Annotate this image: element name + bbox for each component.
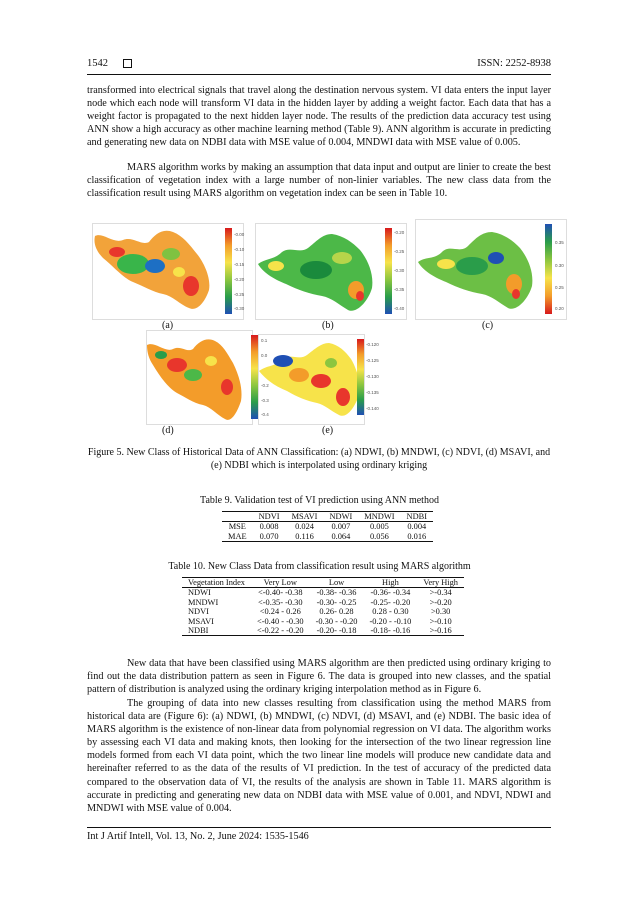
colorbar-tick: -0.130 [366, 374, 379, 379]
table10 [182, 577, 464, 636]
colorbar-tick: -0.30 [234, 306, 245, 311]
table-header-cell: Low [328, 578, 345, 587]
paragraph-ann-results: transformed into electrical signals that travel along the destination nervous system. VI data enters the input layer node which each node will transform VI data in the hidden layer by adding a weight factor. Each data that has a weight factor is propagated to the next hidden layer node. The results of the prediction data accuracy test using ANN show a high accuracy as other machine learning method (Table 9). ANN algorithm is accurate in predicting and generating new data on NDBI data with MSE value of 0.004, MNDWI data with MSE value of 0.005. [87, 85, 551, 149]
table-cell: 0.024 [295, 522, 314, 532]
footer-rule [87, 827, 551, 828]
table-cell: 0.005 [369, 522, 389, 532]
table-cell: NDWI [188, 588, 211, 598]
table-cell: -0.30- -0.25 [316, 597, 357, 607]
table-cell: >-0.20 [429, 597, 452, 607]
colorbar-tick: 0.25 [555, 285, 564, 290]
table-cell: 0.070 [259, 531, 279, 541]
table-row [182, 626, 464, 636]
figure5-label-a: (a) [162, 320, 174, 331]
figure5-label-c: (c) [482, 320, 494, 331]
table-cell: >-0.34 [429, 588, 452, 598]
colorbar-tick: -0.25 [394, 249, 405, 254]
figure5-colorbar-d [251, 335, 258, 419]
table-header-cell: MNDWI [364, 512, 395, 521]
colorbar-tick: 0.1 [261, 338, 268, 343]
colorbar-tick: 0.0 [261, 353, 268, 358]
table-header-row [182, 578, 464, 588]
table-cell: -0.36- -0.34 [370, 588, 411, 598]
table-cell: -0.25- -0.20 [370, 597, 411, 607]
table-cell: -0.20- -0.18 [316, 626, 357, 636]
table-cell: -0.18- -0.16 [370, 626, 411, 636]
table-row [182, 588, 464, 598]
colorbar-tick: -0.20 [234, 277, 245, 282]
table-cell: 0.056 [369, 531, 389, 541]
colorbar-tick: 0.35 [555, 240, 564, 245]
table-header-cell: Vegetation Index [188, 578, 245, 587]
table-row [222, 522, 433, 532]
table-cell: MAE [228, 531, 247, 541]
table-header-cell: NDWI [329, 512, 353, 521]
table-cell: <-0.22 - -0.20 [256, 626, 304, 636]
table-cell: 0.26- 0.28 [319, 607, 354, 617]
footer-citation: Int J Artif Intell, Vol. 13, No. 2, June 2024: 1535-1546 [87, 831, 309, 842]
table-cell: -0.30 - -0.20 [315, 616, 358, 626]
header-rule [87, 74, 551, 75]
table-header-cell: NDVI [258, 512, 280, 521]
table-cell: >-0.10 [429, 616, 452, 626]
table-cell: 0.064 [331, 531, 351, 541]
table10-caption: Table 10. New Class Data from classification result using MARS algorithm [168, 561, 471, 572]
figure5-map-d [146, 330, 253, 425]
colorbar-tick: -0.40 [394, 306, 405, 311]
table-header-cell: Very High [423, 578, 458, 587]
table-header-cell: MSAVI [291, 512, 318, 521]
table9-caption: Table 9. Validation test of VI prediction using ANN method [200, 495, 439, 506]
figure5-label-b: (b) [322, 320, 334, 331]
table-cell: NDVI [188, 607, 209, 617]
figure5-colorbar-a [225, 228, 232, 314]
table-header-row [222, 512, 433, 522]
table-cell: -0.38- -0.36 [316, 588, 357, 598]
table-cell: 0.116 [295, 531, 314, 541]
table-cell: <-0.35- -0.30 [258, 597, 303, 607]
table-cell: 0.016 [407, 531, 427, 541]
table-cell: MSE [228, 522, 246, 532]
page-number: 1542 [87, 58, 108, 69]
table-cell: >0.30 [430, 607, 451, 617]
table-cell: <-0.40- -0.38 [258, 588, 303, 598]
table-header-cell: Very Low [263, 578, 297, 587]
table-row [182, 607, 464, 616]
checkbox-square-icon [123, 59, 132, 68]
colorbar-tick: -0.30 [394, 268, 405, 273]
colorbar-tick: -0.3 [261, 398, 269, 403]
figure5-colorbar-e [357, 339, 364, 415]
table-cell: 0.004 [407, 522, 427, 532]
figure5-map-e [258, 334, 365, 425]
table-cell: 0.008 [259, 522, 279, 532]
colorbar-tick: -0.4 [261, 412, 269, 417]
colorbar-tick: -0.2 [261, 383, 269, 388]
table-row [182, 617, 464, 626]
colorbar-tick: -0.15 [234, 262, 245, 267]
figure5-map-a [92, 223, 244, 320]
issn: ISSN: 2252-8938 [477, 58, 551, 69]
table-cell: <-0.40 - -0.30 [256, 616, 304, 626]
paragraph-mars-grouping: The grouping of data into new classes resulting from classification using the method MARS from historical data are (Figure 6): (a) NDWI, (b) MNDWI, (c) NDVI, (d) MSAVI, and (e) NDBI. The basic idea of MARS algorithm is the existence of non-linear data from polynomial regression on VI data. The algorithm works by assessing each VI data and making knots, then looking for the intersection of the two linear regression line models formed from each VI data point, which the two linear line models will produce new candidate data and hereinafter referred to as the data of the results of VI prediction. In the test of accuracy of the predicted data compared to the observation data of VI, the results of the analysis are shown in Table 11. MARS algorithm is accurate in predicting and generating new data on NDBI data with MSE value of 0.001, and NDVI, NDWI and MNDWI with MSE value of 0.004. [87, 698, 551, 814]
paragraph-kriging: New data that have been classified using MARS algorithm are then predicted using ordinary kriging to find out the data distribution pattern as seen in Figure 6. The data is grouped into new classes, and the spatial pattern of distribution is analyzed using the ordinary kriging interpolation method as in Figure 6. [87, 658, 551, 696]
table-cell: MSAVI [188, 616, 214, 626]
table-row [182, 598, 464, 607]
paragraph-mars-intro: MARS algorithm works by making an assumption that data input and output are linier to create the best classification of vegetation index with a large number of non-linier variables. The new class data from the classification result using MARS algorithm on vegetation index can be seen in Table 10. [87, 162, 551, 200]
colorbar-tick: -0.125 [366, 358, 379, 363]
colorbar-tick: -0.00 [234, 232, 245, 237]
table-cell: 0.007 [331, 522, 351, 532]
figure5-label-d: (d) [162, 425, 174, 436]
colorbar-tick: 0.20 [555, 306, 564, 311]
table-cell: 0.28 - 0.30 [372, 607, 409, 617]
colorbar-tick: -0.140 [366, 406, 379, 411]
colorbar-tick: -0.135 [366, 390, 379, 395]
colorbar-tick: -0.10 [234, 247, 245, 252]
table-cell: >-0.16 [429, 626, 452, 636]
table-cell: NDBI [188, 626, 209, 636]
figure5-caption: Figure 5. New Class of Historical Data of ANN Classification: (a) NDWI, (b) MNDWI, (c) NDVI, (d) MSAVI, and (e) NDBI which is interpolated using ordinary kriging [87, 447, 551, 471]
colorbar-tick: 0.30 [555, 263, 564, 268]
colorbar-tick: -0.20 [394, 230, 405, 235]
table-header-cell: High [382, 578, 399, 587]
table-cell: MNDWI [188, 597, 219, 607]
figure5-colorbar-b [385, 228, 392, 314]
table9 [222, 511, 433, 542]
table-header-cell [222, 512, 253, 522]
table-cell: -0.20 - -0.10 [369, 616, 412, 626]
table-header-cell: NDBI [406, 512, 428, 521]
table-row [222, 532, 433, 542]
figure5-label-e: (e) [322, 425, 334, 436]
colorbar-tick: -0.25 [234, 292, 245, 297]
figure5-colorbar-c [545, 224, 552, 314]
colorbar-tick: -0.120 [366, 342, 379, 347]
table-cell: <0.24 - 0.26 [259, 607, 301, 617]
colorbar-tick: -0.35 [394, 287, 405, 292]
